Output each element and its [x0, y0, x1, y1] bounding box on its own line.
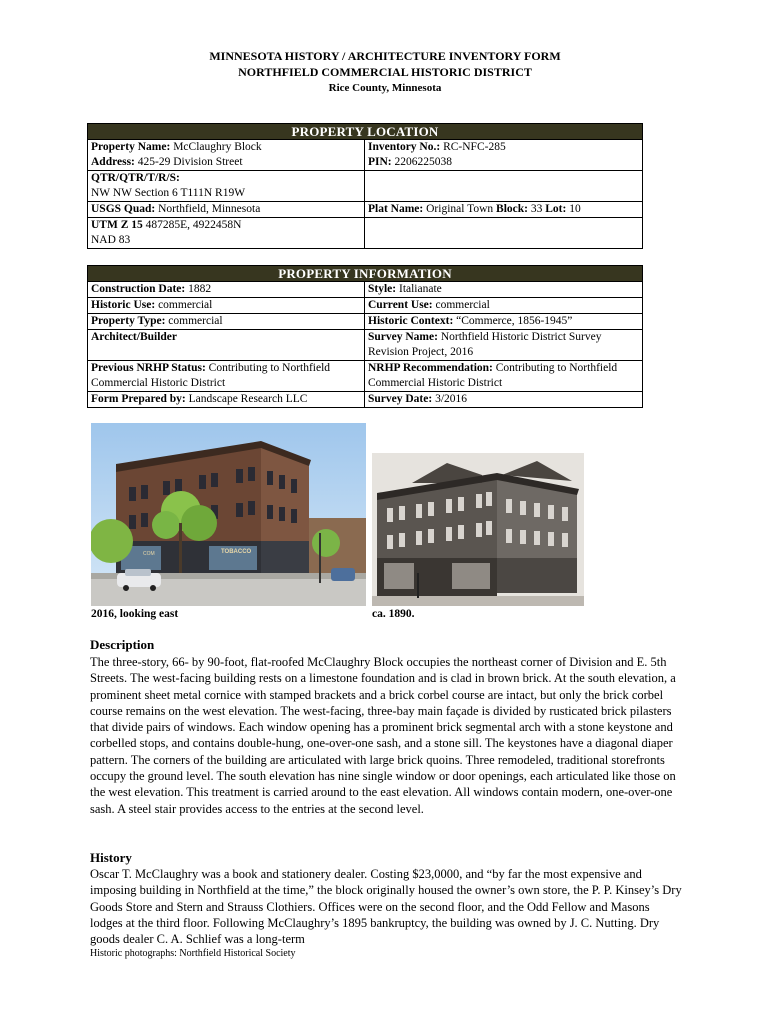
- property-information-table: [87, 265, 643, 408]
- block-value: 33: [530, 203, 543, 215]
- context-cell: [365, 314, 643, 330]
- address-label: Address:: [91, 156, 135, 168]
- qtr-value: NW NW Section 6 T111N R19W: [91, 187, 246, 199]
- survey-name-label: Survey Name:: [368, 331, 438, 343]
- utm-value: 487285E, 4922458N: [145, 219, 242, 231]
- history-heading: History: [90, 850, 132, 865]
- context-label: Historic Context:: [368, 315, 454, 327]
- nrhp-rec-cell: [365, 361, 643, 392]
- property-information-heading: PROPERTY INFORMATION: [88, 266, 643, 282]
- plat-value: Original Town: [426, 203, 494, 215]
- property-type-value: commercial: [168, 315, 223, 327]
- style-cell: [365, 282, 643, 298]
- tobacco-sign: TOBACCO: [221, 549, 252, 555]
- construction-cell: [88, 282, 365, 298]
- context-value: “Commerce, 1856-1945”: [456, 315, 573, 327]
- photo-1890: [372, 453, 584, 606]
- photo-2016: [91, 423, 366, 606]
- photo-2016-caption: 2016, looking east: [91, 608, 179, 620]
- nrhp-rec-label: NRHP Recommendation:: [368, 362, 493, 374]
- current-use-label: Current Use:: [368, 299, 433, 311]
- history-text: Oscar T. McClaughry was a book and stationery dealer. Costing $23,0000, and “by far the most expensive and imposing building in Northfield at the time,” the block originally housed the owner’s own store, the P. P. Kinsey’s Dry Goods Store and Stern and Strauss Clothiers. Offices were on the second floor, and the Odd Fellow and Masons lodges at the third floor. Following McClaughry’s 1895 bankruptcy, the building was owned by J. C. Nutting. Dry goods dealer C. A. Schlief was a long-term: [90, 867, 682, 947]
- plat-cell: [365, 202, 643, 218]
- form-header: [0, 48, 770, 96]
- nad-value: NAD 83: [91, 234, 131, 246]
- empty-cell: [365, 171, 643, 202]
- prepared-value: Landscape Research LLC: [188, 393, 308, 405]
- photo-2016-image: [91, 423, 366, 606]
- property-name-cell: [88, 140, 365, 171]
- pin-label: PIN:: [368, 156, 392, 168]
- style-label: Style:: [368, 283, 397, 295]
- prev-nrhp-cell: [88, 361, 365, 392]
- construction-label: Construction Date:: [91, 283, 186, 295]
- prev-nrhp-value: Contributing to Northfield Commercial Historic District: [91, 362, 331, 389]
- historic-use-value: commercial: [158, 299, 213, 311]
- empty-cell: [365, 218, 643, 249]
- survey-name-cell: [365, 330, 643, 361]
- usgs-value: Northfield, Minnesota: [158, 203, 261, 215]
- qtr-cell: [88, 171, 365, 202]
- survey-date-value: 3/2016: [435, 393, 468, 405]
- description-text: The three-story, 66- by 90-foot, flat-roofed McClaughry Block occupies the northeast corner of Division and E. 5th Streets. The west-facing building rests on a limestone foundation and is clad in brown brick. At the south elevation, a prominent sheet metal cornice with stamped brackets and a brick corbel course are intact, but only the brick corbel course remains on the west elevation. The west-facing, three-bay main façade is divided by rusticated brick pilasters that divide pairs of windows. Each window opening has a prominent brick segmental arch with a stone keystone and corbelled stops, and contains double-hung, one-over-one sash, and a stone sill. The keystones have a diagonal diaper pattern. The corners of the building are articulated with large brick quoins. Three remodeled, traditional storefronts occupy the ground level. The south elevation has nine single window or door openings, each articulated like those on the west elevation. This treatment is carried around to the east elevation. All windows contain modern, one-over-one sash. A steel stair provides access to the entries at the second level.: [90, 655, 676, 816]
- address-value: 425-29 Division Street: [137, 156, 243, 168]
- prepared-label: Form Prepared by:: [91, 393, 186, 405]
- photo-1890-caption: ca. 1890.: [372, 608, 415, 620]
- inventory-cell: [365, 140, 643, 171]
- form-title: MINNESOTA HISTORY / ARCHITECTURE INVENTORY FORM: [209, 49, 561, 63]
- survey-date-cell: [365, 392, 643, 408]
- property-location-heading: PROPERTY LOCATION: [88, 124, 643, 140]
- pin-value: 2206225038: [394, 156, 453, 168]
- nrhp-rec-value: Contributing to Northfield Commercial Historic District: [368, 362, 618, 389]
- usgs-label: USGS Quad:: [91, 203, 156, 215]
- architect-cell: [88, 330, 365, 361]
- usgs-cell: [88, 202, 365, 218]
- prev-nrhp-label: Previous NRHP Status:: [91, 362, 206, 374]
- county-title: Rice County, Minnesota: [328, 82, 442, 94]
- inventory-label: Inventory No.:: [368, 141, 441, 153]
- current-use-cell: [365, 298, 643, 314]
- property-name-value: McClaughry Block: [173, 141, 262, 153]
- utm-cell: [88, 218, 365, 249]
- storefront-sign: COM: [143, 551, 155, 557]
- historic-use-cell: [88, 298, 365, 314]
- block-label: Block:: [496, 203, 528, 215]
- description-heading: Description: [90, 637, 155, 652]
- lot-value: 10: [569, 203, 581, 215]
- survey-name-value: Northfield Historic District Survey Revision Project, 2016: [368, 331, 602, 358]
- property-name-label: Property Name:: [91, 141, 171, 153]
- style-value: Italianate: [398, 283, 442, 295]
- property-type-label: Property Type:: [91, 315, 166, 327]
- photo-credit-footnote: Historic photographs: Northfield Historical Society: [90, 948, 296, 959]
- historic-use-label: Historic Use:: [91, 299, 156, 311]
- district-title: NORTHFIELD COMMERCIAL HISTORIC DISTRICT: [238, 65, 532, 79]
- construction-value: 1882: [188, 283, 212, 295]
- current-use-value: commercial: [435, 299, 490, 311]
- lot-label: Lot:: [545, 203, 567, 215]
- photo-1890-image: [372, 453, 584, 606]
- inventory-value: RC-NFC-285: [443, 141, 506, 153]
- plat-label: Plat Name:: [368, 203, 424, 215]
- property-type-cell: [88, 314, 365, 330]
- architect-label: Architect/Builder: [91, 331, 178, 343]
- qtr-label: QTR/QTR/T/R/S:: [91, 172, 180, 184]
- utm-label: UTM Z 15: [91, 219, 143, 231]
- prepared-cell: [88, 392, 365, 408]
- survey-date-label: Survey Date:: [368, 393, 433, 405]
- property-location-table: [87, 123, 643, 249]
